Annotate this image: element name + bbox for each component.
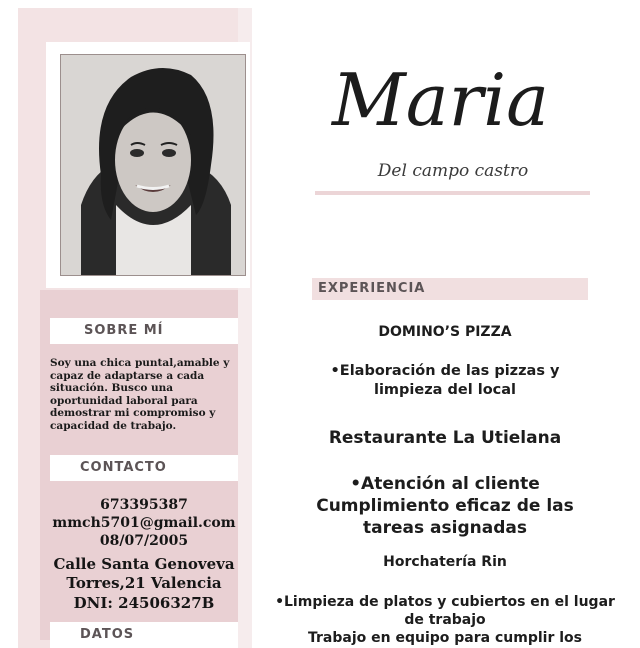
job3-line2: de trabajo xyxy=(404,612,486,628)
job1-description xyxy=(258,362,632,400)
job2-description xyxy=(258,473,632,539)
section-contact-heading: CONTACTO xyxy=(50,455,238,481)
job2-line3: tareas asignadas xyxy=(363,518,527,538)
contact-email: mmch5701@gmail.com xyxy=(52,515,236,531)
section-about-heading: SOBRE MÍ xyxy=(50,318,238,344)
about-text: Soy una chica puntal,amable y capaz de adaptarse a cada situación. Busco una oportunidad laboral para demostrar mi compromiso y capacidad de trabajo. xyxy=(50,357,230,432)
section-experience-heading: EXPERIENCIA xyxy=(312,278,588,300)
contact-phone: 673395387 xyxy=(100,497,188,513)
profile-photo xyxy=(60,54,246,276)
job1-line2: limpieza del local xyxy=(373,382,517,398)
job3-description xyxy=(258,593,632,647)
section-data-heading: DATOS xyxy=(50,622,238,648)
job1-title: DOMINO’S PIZZA xyxy=(378,324,512,340)
contact-dni: DNI: 24506327B xyxy=(73,594,215,612)
job3-line1: •Limpieza de platos y cubiertos en el lugar xyxy=(275,594,615,610)
name-divider xyxy=(315,191,590,195)
contact-address-line2: Torres,21 Valencia xyxy=(66,574,222,592)
subtitle: Del campo castro xyxy=(377,161,529,181)
contact-address-line1: Calle Santa Genoveva xyxy=(53,555,235,573)
job1-line1: •Elaboración de las pizzas y xyxy=(330,363,560,379)
job3-line3: Trabajo en equipo para cumplir los xyxy=(308,630,582,646)
contact-birth-date: 08/07/2005 xyxy=(99,533,189,549)
job3-title: Horchatería Rin xyxy=(383,554,507,570)
job2-line1: •Atención al cliente xyxy=(350,474,540,494)
first-name: Maria xyxy=(332,58,550,140)
name-script-heading xyxy=(330,50,620,140)
job2-line2: Cumplimiento eficaz de las xyxy=(316,496,574,516)
job2-title: Restaurante La Utielana xyxy=(328,428,562,448)
